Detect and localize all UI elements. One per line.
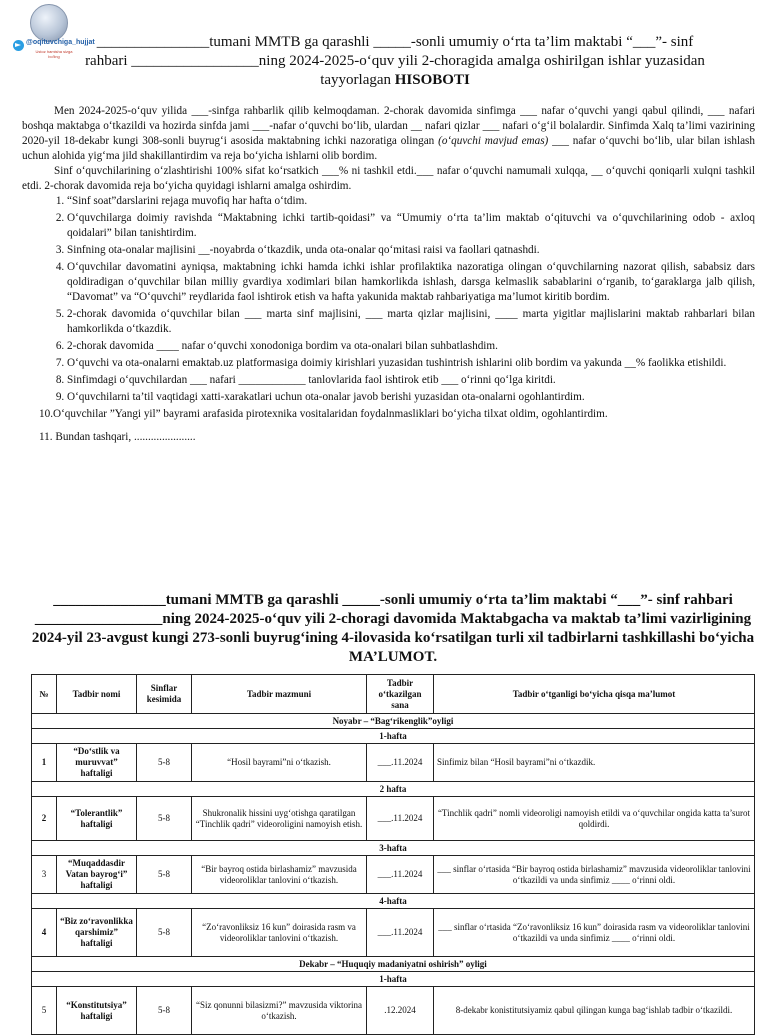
list-item: 8. Sinfimdagi o‘quvchilardan ___ nafari ____________ tanlovlarida faol ishtirok etib ___ o‘rinni qo‘lga kiritdi. [67,373,755,388]
list-item: 2. O‘quvchilarga doimiy ravishda “Maktabning ichki tartib-qoidasi” va “Umumiy o‘rta ta’lim maktab o‘qituvchi va o‘quvchilarining odob - axloq qoidalari” bilan tanishtirdim. [67,211,755,241]
cell-no: 5 [32,987,57,1035]
cell-classes: 5-8 [137,987,192,1035]
intro-text-italic: (o‘quvchi mavjud emas) [438,135,549,147]
list-item: 6. 2-chorak davomida ____ nafar o‘quvchi xonodoniga bordim va ota-onalari bilan suhbatlashdim. [67,339,755,354]
month-row: Dekabr – “Huquqiy madaniyatni oshirish” oyligi [32,957,755,972]
table-row [32,797,755,841]
week-row: 1-hafta [32,729,755,744]
table-row [32,744,755,782]
month-row: Noyabr – “Bag‘rikenglik”oyligi [32,714,755,729]
activity-list [22,194,755,445]
week-row: 3-hafta [32,841,755,856]
cell-result: ___ sinflar o‘rtasida “Zo‘ravonliksiz 16 kun” doirasida rasm va videoroliklar tanlovini o‘tkazildi va unda sinfimiz ____ o‘rinni oldi. [434,909,755,957]
cell-classes: 5-8 [137,797,192,841]
events-table [31,674,755,1035]
table-header-row [32,675,755,714]
list-item: 3. Sinfning ota-onalar majlisini __-noyabrda o‘tkazdik, unda ota-onalar qo‘mitasi raisi va faollari qatnashdi. [67,243,755,258]
cell-name: “Muqaddasdir Vatan bayrog‘i” haftaligi [57,856,137,894]
intro-paragraph-2: Sinf o‘quvchilarining o‘zlashtirishi 100% sifat ko‘rsatkich ___% ni tashkil etdi.___ nafar o‘quvchi namumali xulqqa, __ o‘quvchi qoniqarli xulqni tashkil etdi. 2-chorak davomida reja bo‘yicha quyidagi ishlarni amalga oshirdim. [22,165,755,192]
report-title-line3 [40,71,750,90]
cell-no: 3 [32,856,57,894]
cell-name: “Konstitutsiya” haftaligi [57,987,137,1035]
cell-no: 1 [32,744,57,782]
cell-content: Shukronalik hissini uyg‘otishga qaratilgan “Tinchlik qadri” videoroligini namoyish etish. [192,797,367,841]
report-title-line2: rahbari _________________ning 2024-2025-o‘quv yili 2-choragida amalga oshirilgan ishlar yuzasidan [85,53,705,69]
cell-date: ___.11.2024 [367,797,434,841]
telegram-icon [13,40,24,51]
report-title [40,33,750,90]
col-header-result: Tadbir o‘tganligi bo‘yicha qisqa ma’lumot [434,675,755,714]
report-title-keyword: HISOBOTI [394,72,470,88]
intro-text-a: Men 2024-2025-o‘quv yilida ___-sinfga rahbarlik qilib kelmoqdaman. 2-chorak davomida sinfimga ___ nafar o‘quvchi yangi qabul qilindi, ___ nafari boshqa maktabga o‘tkazildi va hozirda sinfda jami ___-nafar o‘quvchi bo‘lib, ulardan __ nafari qizlar ___ nafari o‘g‘il bolalardir. Sinfimda Xalq ta’limi vazirining 2020-yil 18-dekabr kungi 308-sonli buyrug‘i asosida maktabning ichki nazoratiga olingan [22,105,755,147]
list-item: 5. 2-chorak davomida o‘quvchilar bilan ___ marta sinf majlisini, ___ marta qizlar majlisini, ____ marta yigitlar majlislarini maktab rahbarlari bilan hamkorlikda o‘tkazdik. [67,307,755,337]
info-title: _______________tumani MMTB ga qarashli _____-sonli umumiy o‘rta ta’lim maktabi “___”- sinf rahbari _________________ning 2024-2025-o‘quv yili 2-choragi davomida Maktabgacha va maktab ta’limi vazirligining 2024-yil 23-avgust kungi 273-sonli buyrug‘ining 4-ilovasida ko‘rsatilgan turli xil tadbirlarni tashkillashi bo‘yicha MA’LUMOT. [31,592,755,665]
logo-subtitle: Ustoz hamisha sizga bo'ling [35,49,73,59]
col-header-date: Tadbir o‘tkazilgan sana [367,675,434,714]
report-title-prefix: tayyorlagan [320,72,395,88]
list-item: 11. Bundan tashqari, ...................... [39,431,196,443]
intro-paragraph-1 [22,104,755,164]
col-header-name: Tadbir nomi [57,675,137,714]
list-item: 1. “Sinf soat”darslarini rejaga muvofiq har hafta o‘tdim. [67,194,755,209]
cell-result: Sinfimiz bilan “Hosil bayrami”ni o‘tkazdik. [434,744,755,782]
cell-date: ___.11.2024 [367,909,434,957]
week-row: 1-hafta [32,972,755,987]
col-header-content: Tadbir mazmuni [192,675,367,714]
cell-date: .12.2024 [367,987,434,1035]
report-body [22,104,755,447]
report-title-line1: _______________tumani MMTB ga qarashli _____-sonli umumiy o‘rta ta’lim maktabi “___”- sinf [96,34,694,50]
col-header-classes: Sinflar kesimida [137,675,192,714]
logo-handle: @oqituvchiga_hujjat [26,39,95,46]
cell-content: “Siz qonunni bilasizmi?” mavzusida viktorina o‘tkazish. [192,987,367,1035]
cell-classes: 5-8 [137,856,192,894]
list-item: 4. O‘quvchilar davomatini ayniqsa, maktabning ichki hamda ichki ishlar profilaktika nazoratiga olingan o‘quvchilarning nazorat qilish, sababsiz dars qoldiradigan o‘quvchilar bilan milliy gvardiya xodimlari bilan hamkorlikda ishlash, darsga kelmaslik sabablarini o‘rganib, to‘garaklarga jalb qilish, “Davomat” va “O‘quvchi” reydlarida faol ishtirok etish va hafta yakunida maktab rahbariyatiga ma’lumot kiritib bordim. [67,260,755,305]
cell-classes: 5-8 [137,744,192,782]
cell-content: “Bir bayroq ostida birlashamiz” mavzusida videoroliklar tanlovini o‘tkazish. [192,856,367,894]
col-header-no: № [32,675,57,714]
week-row: 4-hafta [32,894,755,909]
cell-date: ___.11.2024 [367,744,434,782]
table-row [32,987,755,1035]
cell-name: “Biz zo‘ravonlikka qarshimiz” haftaligi [57,909,137,957]
intro-text-b: ___ nafar o‘quvchi bo‘lib, ular bilan ishlash uchun alohida yig‘ma jild shakillantirdim va reja bo‘yicha ishlarni olib bordim. [22,135,755,162]
cell-classes: 5-8 [137,909,192,957]
cell-result: 8-dekabr konistitutsiyamiz qabul qilingan kunga bag‘ishlab tadbir o‘tkazildi. [434,987,755,1035]
cell-content: “Zo‘ravonliksiz 16 kun” doirasida rasm va videoroliklar tanlovini o‘tkazish. [192,909,367,957]
cell-name: “Do‘stlik va muruvvat” haftaligi [57,744,137,782]
table-row [32,856,755,894]
cell-content: “Hosil bayrami”ni o‘tkazish. [192,744,367,782]
week-row: 2 hafta [32,782,755,797]
list-item: 10.O‘quvchilar ”Yangi yil” bayrami arafasida pirotexnika vositalaridan foydalnmasliklari bo‘yicha tilxat oldim, ogohlantirdim. [39,408,608,420]
cell-result: “Tinchlik qadri” nomli videoroligi namoyish etildi va o‘quvchilar ongida katta ta’surot qoldirdi. [434,797,755,841]
list-item: 9. O‘quvchilarni ta’til vaqtidagi xatti-xarakatlari uchun ota-onalar javob berishi yuzasidan ota-onalarni ogohlantirdim. [67,390,755,405]
cell-no: 2 [32,797,57,841]
cell-result: ___ sinflar o‘rtasida “Bir bayroq ostida birlashamiz” mavzusida videoroliklar tanlovini o‘tkazildi va unda sinfimiz ____ o‘rinni oldi. [434,856,755,894]
cell-no: 4 [32,909,57,957]
cell-date: ___.11.2024 [367,856,434,894]
cell-name: “Tolerantlik” haftaligi [57,797,137,841]
list-item: 7. O‘quvchi va ota-onalarni emaktab.uz platformasiga doimiy kirishlari yuzasidan tushintrish ishlarini olib bordim va yakunda __% faolikka etishildi. [67,356,755,371]
table-row [32,909,755,957]
